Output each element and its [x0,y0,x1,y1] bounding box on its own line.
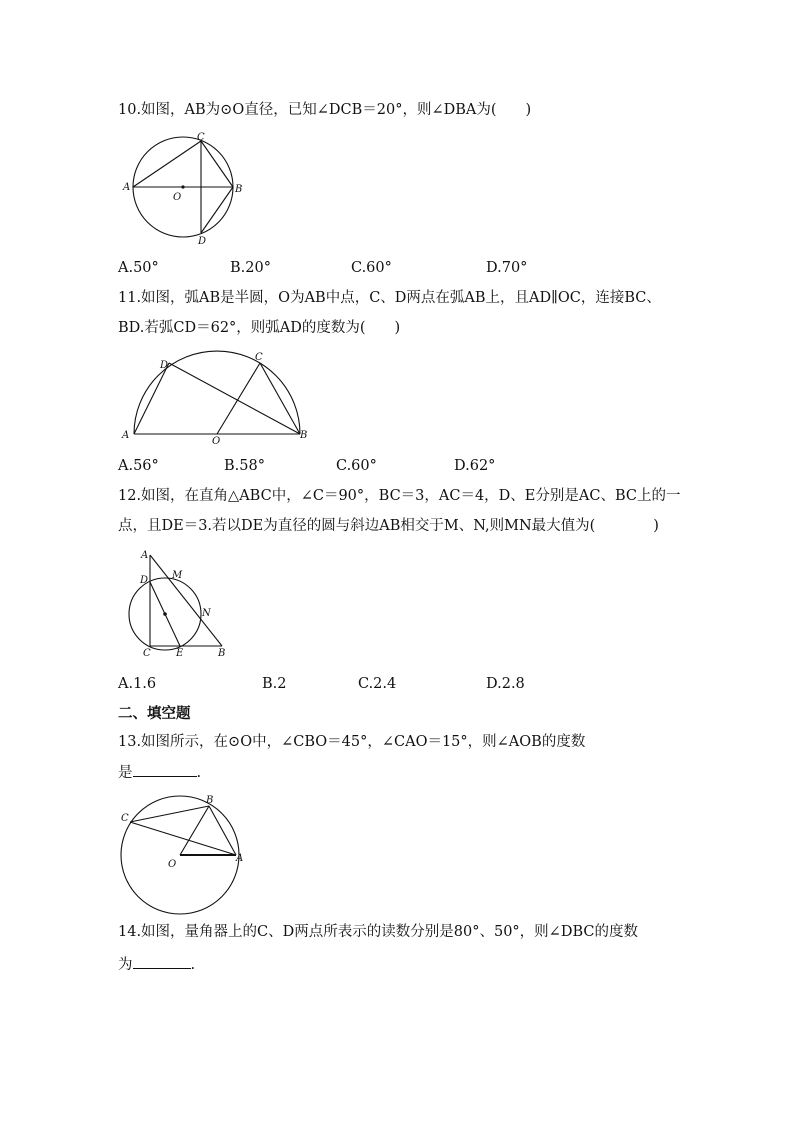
q12-option-a: A.1.6 [118,676,157,692]
q11-label-b: B [300,430,308,441]
q11-option-b: B.58° [224,458,265,474]
q13-stem-line2 [118,762,702,783]
q13-figure [118,792,258,917]
q11-stem-line1: 11.如图，弧AB是半圆，O为AB中点，C、D两点在弧AB上，且AD∥OC，连接BC、 [118,290,661,306]
q10-figure [118,130,258,248]
q13-suffix: . [196,765,202,781]
q12-label-c: C [143,648,151,659]
q13-label-b: B [206,795,214,806]
q11-figure [118,348,318,448]
q12-figure [118,546,238,661]
q14-answer-blank[interactable] [133,954,191,969]
q12-label-d: D [140,575,149,586]
q11-option-d: D.62° [454,458,496,474]
q14-suffix: . [190,957,196,973]
q12-label-b: B [218,648,226,659]
q12-option-b: B.2 [262,676,287,692]
q13-label-c: C [121,813,129,824]
q14-stem-line1: 14.如图，量角器上的C、D两点所表示的读数分别是80°、50°，则∠DBC的度数 [118,924,638,940]
q12-option-d: D.2.8 [486,676,525,692]
q10-label-d: D [198,236,207,247]
q12-label-e: E [176,648,184,659]
q13-label-o: O [168,859,177,870]
q12-label-n: N [202,608,211,619]
q13-label-a: A [236,853,244,864]
q11-label-a: A [122,430,130,441]
q10-option-d: D.70° [486,260,528,276]
q10-stem: 10.如图，AB为⊙O直径，已知∠DCB＝20°，则∠DBA为( ) [118,102,532,118]
q13-stem-line1: 13.如图所示，在⊙O中，∠CBO＝45°，∠CAO＝15°，则∠AOB的度数 [118,734,586,750]
section-title-fill-in: 二、填空题 [118,706,191,722]
q10-label-b: B [235,184,243,195]
q10-label-a: A [123,182,131,193]
q11-label-c: C [255,352,263,363]
q10-option-a: A.50° [118,260,159,276]
q11-option-a: A.56° [118,458,159,474]
q11-label-d: D [160,360,169,371]
q11-label-o: O [212,436,221,447]
q13-answer-blank[interactable] [133,762,197,777]
q12-stem-line2: 点，且DE＝3.若以DE为直径的圆与斜边AB相交于M、N,则MN最大值为( ) [118,518,659,534]
q14-stem-line2 [118,954,702,975]
q12-label-a: A [141,550,149,561]
q10-option-c: C.60° [351,260,392,276]
q10-option-b: B.20° [230,260,271,276]
q10-label-o: O [173,192,182,203]
q12-stem-line1: 12.如图，在直角△ABC中，∠C＝90°，BC＝3，AC＝4，D、E分别是AC、BC上的一 [118,488,681,504]
q12-label-m: M [172,570,183,581]
q11-option-c: C.60° [336,458,377,474]
q14-prefix: 为 [118,957,133,973]
q12-option-c: C.2.4 [358,676,397,692]
q10-label-c: C [197,132,205,143]
q11-stem-line2: BD.若弧CD＝62°，则弧AD的度数为( ) [118,320,401,336]
q13-prefix: 是 [118,765,133,781]
